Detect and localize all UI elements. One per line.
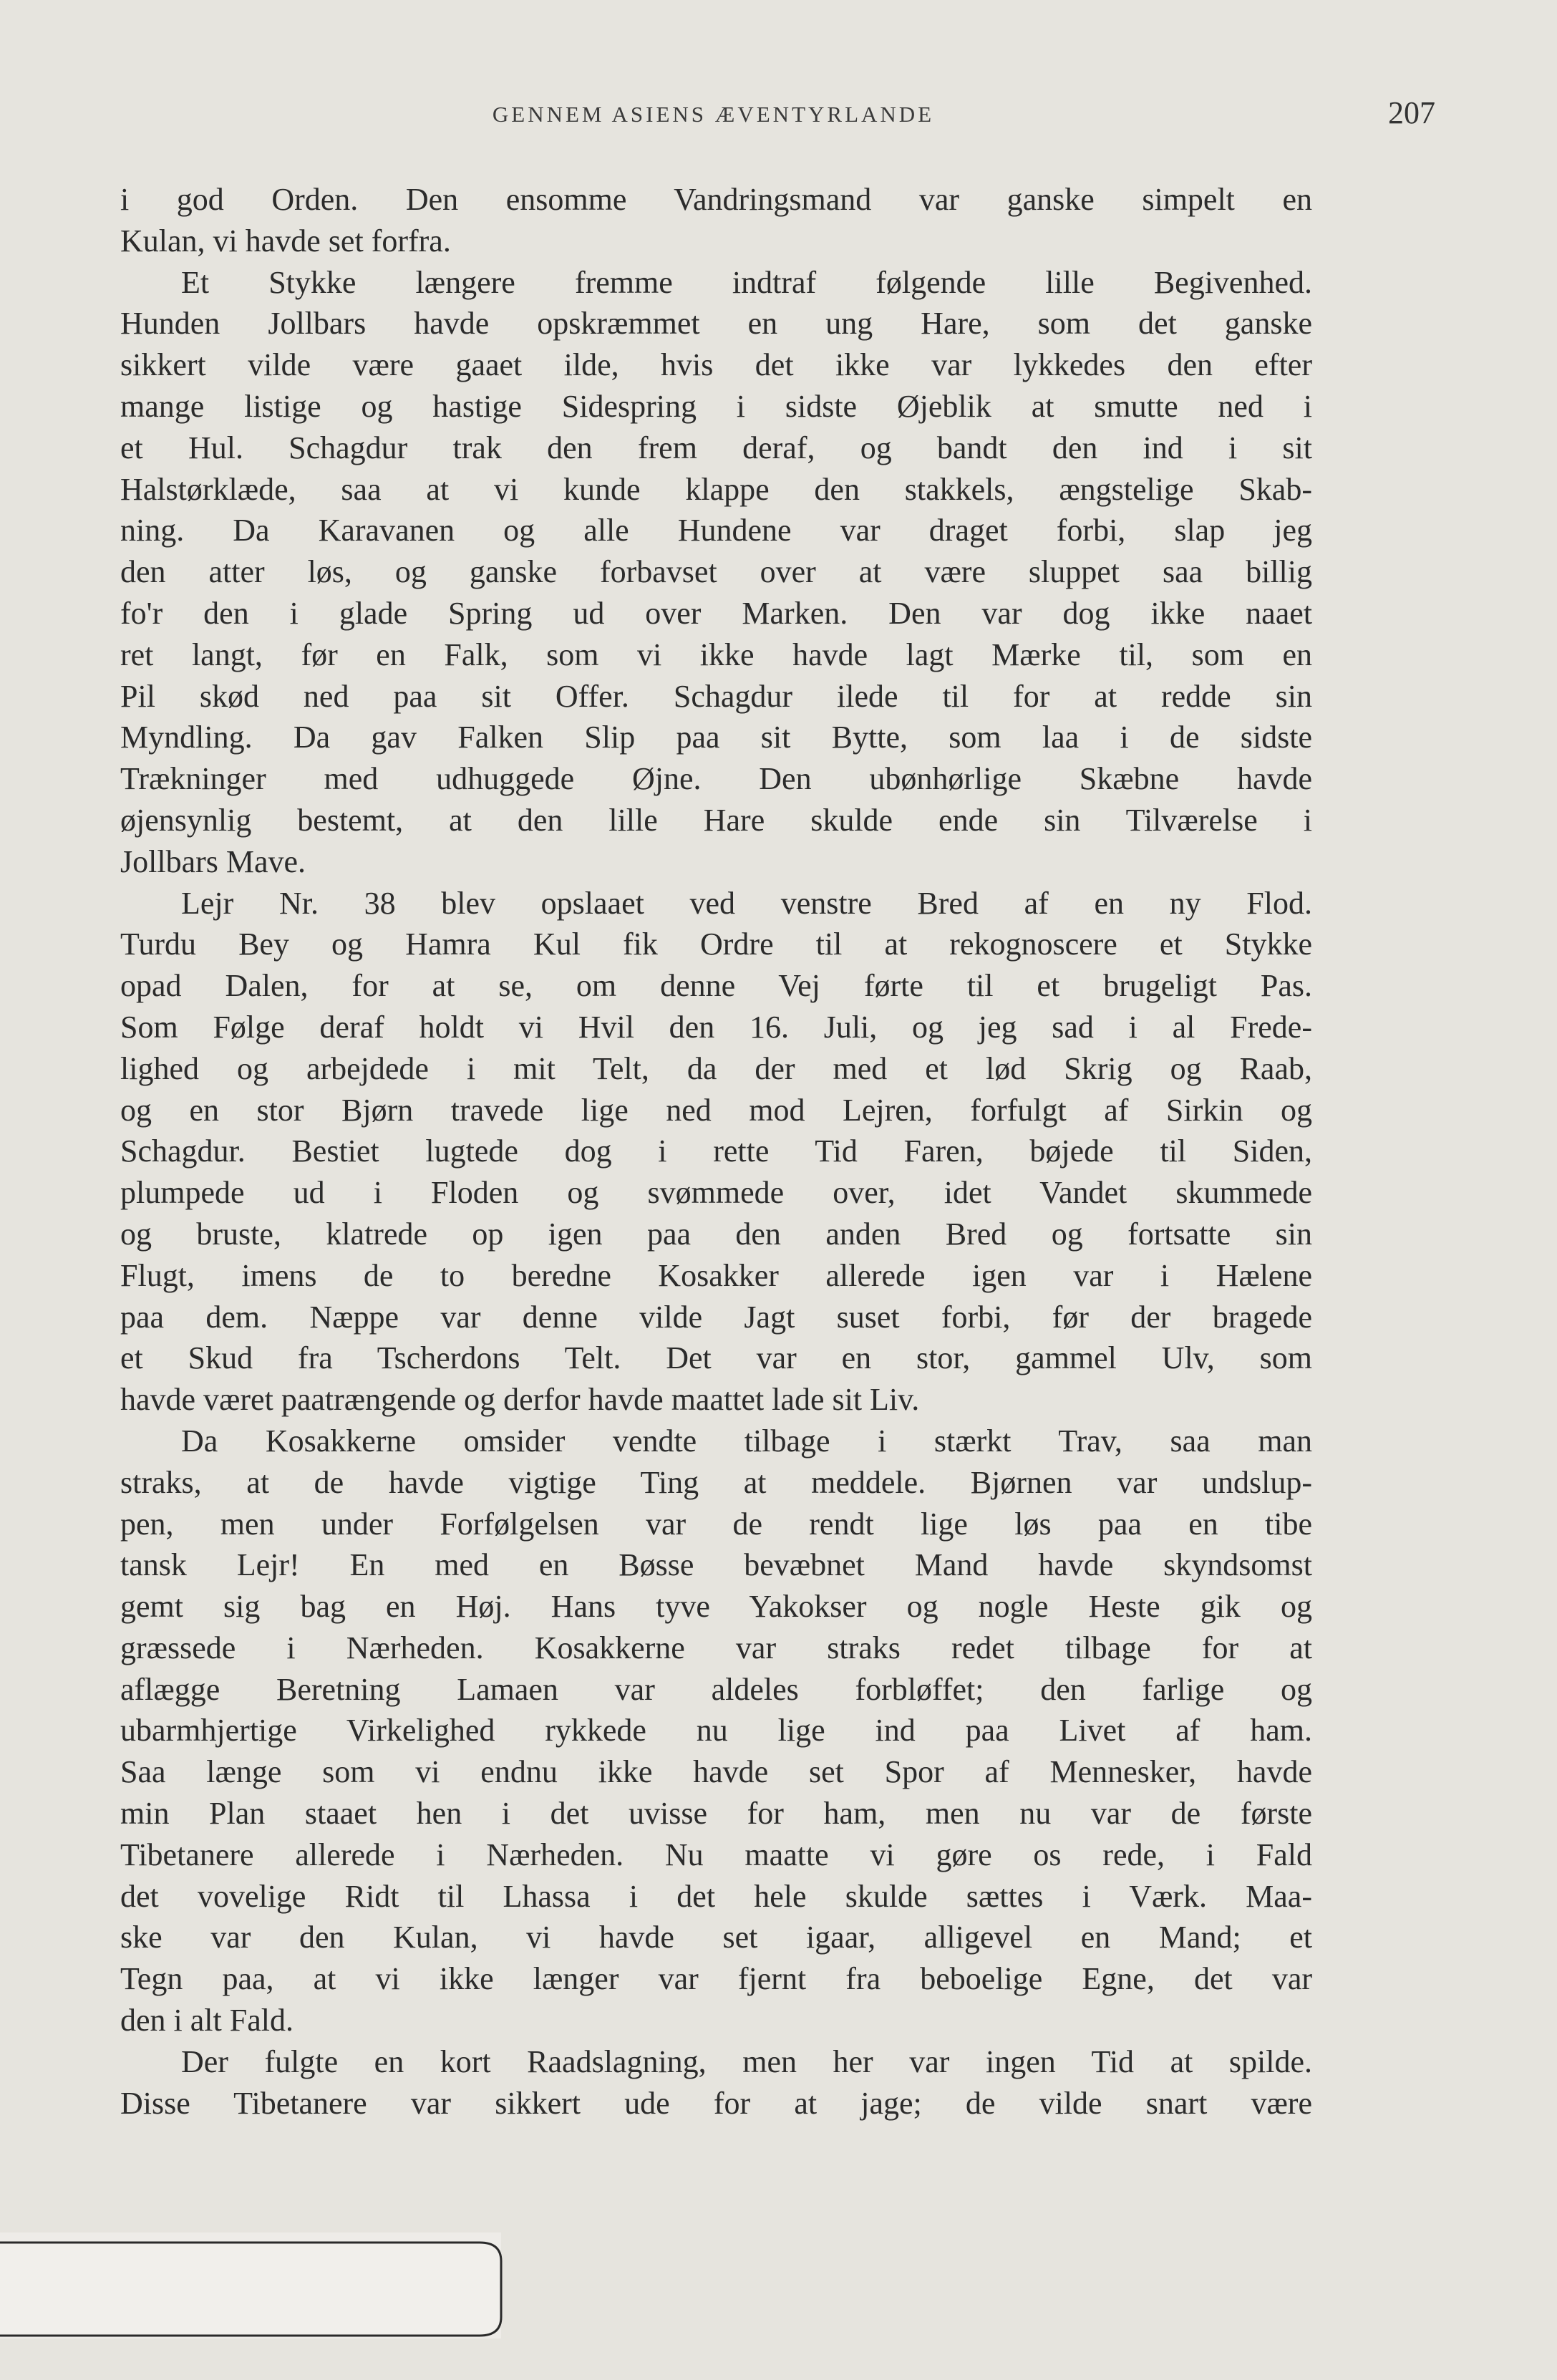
- text-line: Kulan, vi havde set forfra.: [120, 223, 451, 258]
- text-line: pen, men under Forfølgelsen var de rendt lige løs paa en tibe: [120, 1506, 1312, 1542]
- text-line: et Hul. Schagdur trak den frem deraf, og bandt den ind i sit: [120, 430, 1312, 465]
- text-line: havde været paatrængende og derfor havde maattet lade sit Liv.: [120, 1382, 920, 1418]
- text-line: den atter løs, og ganske forbavset over at være sluppet saa billig: [120, 554, 1312, 590]
- text-line: Disse Tibetanere var sikkert ude for at jage; de vilde snart være: [120, 2085, 1312, 2121]
- text-line: Myndling. Da gav Falken Slip paa sit Bytte, som laa i de sidste: [120, 720, 1312, 755]
- text-line: Saa længe som vi endnu ikke havde set Spor af Mennesker, havde: [120, 1754, 1312, 1790]
- text-line: Schagdur. Bestiet lugtede dog i rette Tid Faren, bøjede til Siden,: [120, 1133, 1312, 1169]
- text-line: og bruste, klatrede op igen paa den anden Bred og fortsatte sin: [120, 1216, 1312, 1252]
- text-line: Pil skød ned paa sit Offer. Schagdur ilede til for at redde sin: [120, 678, 1312, 714]
- text-line: øjensynlig bestemt, at den lille Hare skulde ende sin Tilværelse i: [120, 802, 1312, 838]
- text-line: min Plan staaet hen i det uvisse for ham, men nu var de første: [120, 1796, 1312, 1832]
- text-line: Som Følge deraf holdt vi Hvil den 16. Juli, og jeg sad i al Frede-: [120, 1009, 1312, 1045]
- text-line: græssede i Nærheden. Kosakkerne var straks redet tilbage for at: [120, 1630, 1312, 1665]
- text-line: i god Orden. Den ensomme Vandringsmand var ganske simpelt en: [120, 182, 1312, 217]
- text-line: sikkert vilde være gaaet ilde, hvis det ikke var lykkedes den efter: [120, 347, 1312, 383]
- text-line: Tibetanere allerede i Nærheden. Nu maatte vi gøre os rede, i Fald: [120, 1837, 1312, 1872]
- text-line: Lejr Nr. 38 blev opslaaet ved venstre Bred af en ny Flod.: [181, 885, 1312, 921]
- text-line: Tegn paa, at vi ikke længer var fjernt fra beboelige Egne, det var: [120, 1961, 1312, 1997]
- text-line: Halstørklæde, saa at vi kunde klappe den stakkels, ængstelige Skab-: [120, 471, 1312, 507]
- text-line: Flugt, imens de to beredne Kosakker allerede igen var i Hælene: [120, 1257, 1312, 1293]
- scan-tab-outline: [0, 2233, 515, 2347]
- running-head: GENNEM ASIENS ÆVENTYRLANDE: [492, 102, 935, 127]
- text-line: og en stor Bjørn travede lige ned mod Lejren, forfulgt af Sirkin og: [120, 1092, 1312, 1128]
- text-line: tansk Lejr! En med en Bøsse bevæbnet Mand havde skyndsomst: [120, 1547, 1312, 1583]
- text-line: Turdu Bey og Hamra Kul fik Ordre til at rekognoscere et Stykke: [120, 927, 1312, 962]
- text-line: Der fulgte en kort Raadslagning, men her var ingen Tid at spilde.: [181, 2043, 1312, 2079]
- text-line: aflægge Beretning Lamaen var aldeles forbløffet; den farlige og: [120, 1671, 1312, 1707]
- text-line: Da Kosakkerne omsider vendte tilbage i stærkt Trav, saa man: [181, 1423, 1312, 1459]
- page-number: 207: [1388, 95, 1435, 130]
- text-line: ning. Da Karavanen og alle Hundene var draget forbi, slap jeg: [120, 513, 1312, 548]
- text-line: straks, at de havde vigtige Ting at meddele. Bjørnen var undslup-: [120, 1464, 1312, 1500]
- text-line: Trækninger med udhuggede Øjne. Den ubønhørlige Skæbne havde: [120, 761, 1312, 797]
- text-line: paa dem. Næppe var denne vilde Jagt suset forbi, før der bragede: [120, 1299, 1312, 1335]
- text-line: opad Dalen, for at se, om denne Vej førte til et brugeligt Pas.: [120, 968, 1312, 1004]
- text-line: plumpede ud i Floden og svømmede over, idet Vandet skummede: [120, 1175, 1312, 1211]
- text-line: Et Stykke længere fremme indtraf følgende lille Begivenhed.: [181, 264, 1312, 300]
- text-line: det vovelige Ridt til Lhassa i det hele skulde sættes i Værk. Maa-: [120, 1878, 1312, 1914]
- text-line: ubarmhjertige Virkelighed rykkede nu lige ind paa Livet af ham.: [120, 1713, 1312, 1748]
- text-line: ske var den Kulan, vi havde set igaar, alligevel en Mand; et: [120, 1920, 1312, 1955]
- text-line: Hunden Jollbars havde opskræmmet en ung Hare, som det ganske: [120, 306, 1312, 342]
- text-line: Jollbars Mave.: [120, 843, 306, 879]
- text-line: gemt sig bag en Høj. Hans tyve Yakokser og nogle Heste gik og: [120, 1589, 1312, 1625]
- text-line: fo'r den i glade Spring ud over Marken. Den var dog ikke naaet: [120, 595, 1312, 631]
- body-text: [120, 179, 1312, 2124]
- text-line: ret langt, før en Falk, som vi ikke havde lagt Mærke til, som en: [120, 637, 1312, 672]
- page-header: [120, 95, 1435, 137]
- text-line: den i alt Fald.: [120, 2003, 294, 2038]
- text-line: et Skud fra Tscherdons Telt. Det var en stor, gammel Ulv, som: [120, 1340, 1312, 1376]
- text-line: lighed og arbejdede i mit Telt, da der med et lød Skrig og Raab,: [120, 1050, 1312, 1086]
- text-line: mange listige og hastige Sidespring i sidste Øjeblik at smutte ned i: [120, 388, 1312, 424]
